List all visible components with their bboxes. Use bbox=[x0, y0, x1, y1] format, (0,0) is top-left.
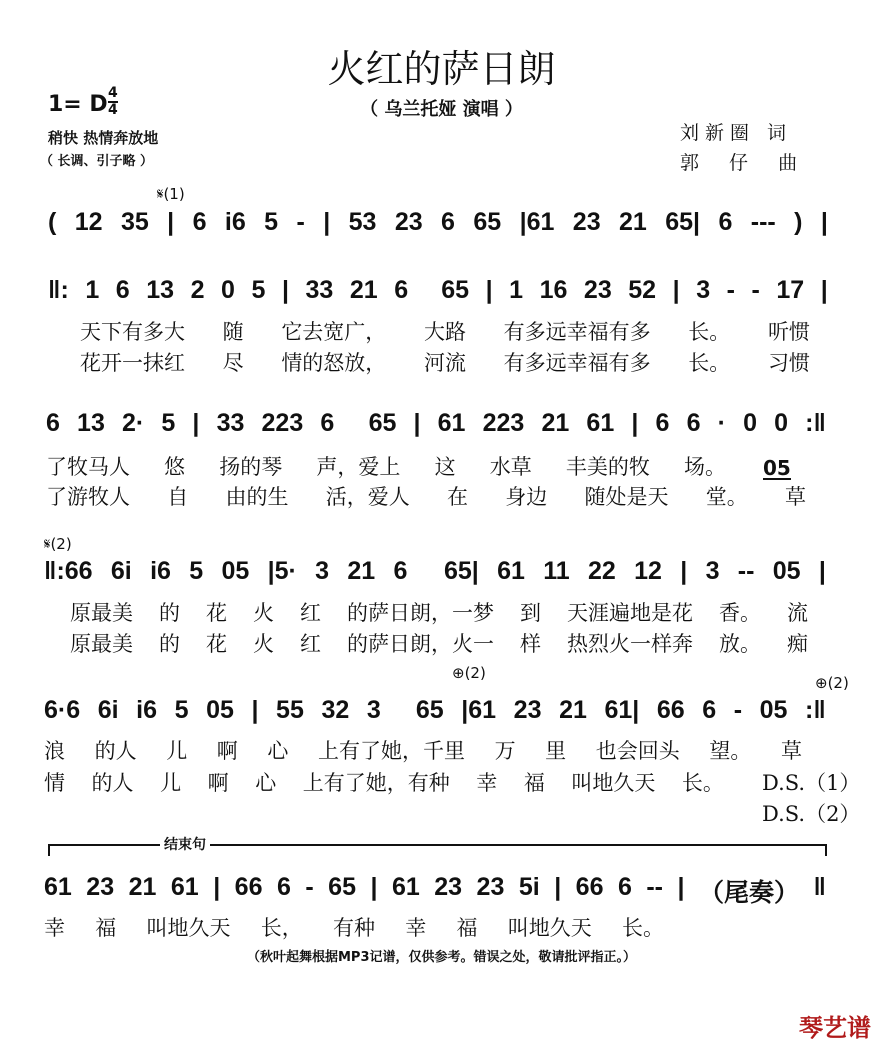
note-token: 66 bbox=[656, 696, 685, 724]
lyric-segment: 里 bbox=[545, 739, 567, 763]
lyrics-row-4-verse-1 bbox=[70, 597, 808, 627]
lyrics-row-4-verse-2 bbox=[70, 628, 808, 658]
lyric-segment: 随 bbox=[222, 320, 244, 344]
note-token: | bbox=[323, 208, 331, 236]
lyric-segment: 了游牧人 bbox=[46, 485, 130, 509]
lyric-segment: 天下有多大 bbox=[80, 320, 185, 344]
note-token: ‖: bbox=[48, 276, 69, 304]
lyric-segment: 河流 bbox=[423, 351, 466, 375]
note-token: 61 bbox=[586, 409, 615, 437]
note-token: i6 bbox=[224, 208, 246, 236]
note-token: | bbox=[677, 873, 685, 901]
lyric-segment: 啊 bbox=[207, 771, 229, 795]
note-token: 6 bbox=[115, 276, 130, 304]
note-token: | bbox=[672, 276, 680, 304]
note-token: 32 bbox=[321, 696, 350, 724]
note-token: 23 bbox=[583, 276, 612, 304]
note-token: i6 bbox=[136, 696, 158, 724]
note-token: |61 bbox=[461, 696, 497, 724]
lyric-segment: 的 bbox=[159, 632, 180, 656]
note-token: 61 bbox=[170, 873, 199, 901]
lyric-segment: 的萨日朗，一梦 bbox=[347, 601, 494, 625]
segno-2: 𝄋(2) bbox=[44, 535, 72, 553]
lyric-segment: 随处是天 bbox=[584, 485, 669, 509]
lyric-segment: 的人 bbox=[94, 739, 137, 763]
note-token: 12 bbox=[74, 208, 103, 236]
note-token: 21 bbox=[128, 873, 157, 901]
lyric-segment: 这 bbox=[434, 455, 456, 479]
lyric-segment: 花 bbox=[206, 632, 227, 656]
note-token: | bbox=[413, 409, 421, 437]
tempo-marking: 稍快 热情奔放地 bbox=[48, 129, 159, 147]
note-token: 22 bbox=[588, 557, 616, 585]
lyric-segment: 它去宽广， bbox=[281, 320, 387, 344]
lyric-segment: 放。 bbox=[719, 632, 761, 656]
lyric-segment: 场。 bbox=[683, 455, 726, 479]
note-token: 1 bbox=[85, 276, 100, 304]
lyrics-row-5-verse-2 bbox=[44, 767, 724, 797]
note-token: 0 bbox=[774, 409, 789, 437]
note-token: - bbox=[726, 276, 735, 304]
note-token: i6 bbox=[150, 557, 171, 585]
song-title: 火红的萨日朗 bbox=[327, 47, 556, 91]
lyrics-row-6 bbox=[44, 912, 664, 942]
lyric-segment: 儿 bbox=[166, 739, 188, 763]
note-token: 61 bbox=[391, 873, 420, 901]
lyric-segment: 到 bbox=[520, 601, 541, 625]
note-token: 33 bbox=[216, 409, 245, 437]
note-token: 21 bbox=[347, 557, 376, 585]
lyric-segment: 热烈火一样奔 bbox=[567, 632, 693, 656]
lyric-segment: 习惯 bbox=[767, 351, 810, 375]
note-token: 33 bbox=[305, 276, 334, 304]
lyric-segment: 啊 bbox=[216, 739, 238, 763]
note-token: 23 bbox=[394, 208, 423, 236]
lyric-segment: 情的怒放， bbox=[281, 351, 387, 375]
note-token: 16 bbox=[539, 276, 568, 304]
note-token: 23 bbox=[513, 696, 542, 724]
singer-credit: （ 乌兰托娅 演唱 ） bbox=[360, 99, 523, 120]
lyrics-row-2-verse-1 bbox=[80, 316, 810, 346]
lyric-segment: 火 bbox=[253, 601, 274, 625]
note-token: 21 bbox=[349, 276, 378, 304]
note-token: 6 bbox=[617, 873, 632, 901]
lyric-segment: 有种 bbox=[333, 916, 375, 940]
note-token: 3 bbox=[705, 557, 720, 585]
lyric-segment: 长。 bbox=[688, 351, 731, 375]
note-token: 6 bbox=[46, 409, 60, 437]
lyric-segment: 的萨日朗，火一 bbox=[347, 632, 494, 656]
lyric-segment: 草 bbox=[785, 485, 806, 509]
note-token: 05 bbox=[206, 696, 234, 724]
note-token: 23 bbox=[86, 873, 115, 901]
note-token: 223 bbox=[261, 409, 304, 437]
note-token: 11 bbox=[543, 557, 570, 585]
lyrics-row-2-verse-2 bbox=[80, 347, 810, 377]
note-token: -- bbox=[737, 557, 755, 585]
notation-row-3 bbox=[46, 409, 826, 438]
note-token: 2· bbox=[122, 409, 145, 437]
lyricist: 刘新圈 词 bbox=[680, 122, 793, 144]
note-token: | bbox=[281, 276, 289, 304]
note-token: :‖ bbox=[805, 409, 826, 437]
lyric-segment: 流 bbox=[787, 601, 808, 625]
lyric-segment: 的 bbox=[159, 601, 180, 625]
lyric-segment: 幸 bbox=[405, 916, 427, 940]
note-token: 1 bbox=[509, 276, 524, 304]
note-token: 21 bbox=[619, 208, 647, 236]
note-token: | bbox=[554, 873, 562, 901]
note-token: ‖ bbox=[813, 873, 826, 901]
note-token: 66 bbox=[234, 873, 263, 901]
lyric-segment: 草 bbox=[780, 739, 802, 763]
note-token: 13 bbox=[77, 409, 105, 437]
note-token: 65 bbox=[415, 696, 444, 724]
note-token: 6 bbox=[192, 208, 207, 236]
note-token: 5i bbox=[518, 873, 540, 901]
note-token: - bbox=[733, 696, 743, 724]
lyric-segment: 叫地久天 bbox=[507, 916, 592, 940]
note-token: 13 bbox=[146, 276, 175, 304]
note-token: 23 bbox=[434, 873, 463, 901]
note-token: 55 bbox=[276, 696, 304, 724]
note-token: 65 bbox=[441, 276, 470, 304]
note-token: |61 bbox=[519, 208, 555, 236]
note-token: --- bbox=[750, 208, 776, 236]
note-token: 5 bbox=[264, 208, 279, 236]
lyrics-row-3-verse-2 bbox=[46, 481, 806, 511]
lyric-segment: 香。 bbox=[719, 601, 761, 625]
note-token: 5 bbox=[174, 696, 189, 724]
lyric-segment: 声，爱上 bbox=[316, 455, 401, 479]
note-token: 0 bbox=[743, 409, 757, 437]
note-token: 6 bbox=[441, 208, 455, 236]
lyric-segment: 幸 bbox=[44, 916, 65, 940]
note-token: 6 bbox=[394, 276, 409, 304]
lyric-segment: 红 bbox=[300, 601, 321, 625]
lyric-segment: 痴 bbox=[787, 632, 808, 656]
note-token: | bbox=[251, 696, 259, 724]
note-token: 21 bbox=[541, 409, 570, 437]
note-token: | bbox=[213, 873, 221, 901]
note-token: | bbox=[818, 557, 826, 585]
time-sig-top: 4 bbox=[108, 85, 118, 101]
note-token: 05 bbox=[759, 696, 788, 724]
note-token: · bbox=[717, 409, 726, 437]
lyric-segment: 情 bbox=[44, 771, 65, 795]
composer: 郭 仔 曲 bbox=[680, 152, 810, 174]
lyric-segment: 在 bbox=[447, 485, 468, 509]
note-token: | bbox=[192, 409, 200, 437]
notation-row-5 bbox=[44, 696, 826, 725]
note-token: 61| bbox=[604, 696, 640, 724]
lyric-segment: 心 bbox=[255, 771, 277, 795]
lyric-segment: 丰美的牧 bbox=[565, 455, 650, 479]
lyric-segment: 大路 bbox=[423, 320, 466, 344]
lyric-segment: 的人 bbox=[91, 771, 134, 795]
note-token: 66 bbox=[575, 873, 604, 901]
note-token: | bbox=[370, 873, 378, 901]
lyric-segment: 叫地久天 bbox=[146, 916, 231, 940]
lyric-segment: 花开一抹红 bbox=[80, 351, 185, 375]
note-token: 6·6 bbox=[44, 696, 81, 724]
note-token: | bbox=[167, 208, 175, 236]
note-token: - bbox=[751, 276, 760, 304]
lyric-segment: 堂。 bbox=[705, 485, 748, 509]
note-token: 3 bbox=[315, 557, 330, 585]
note-token: 0 bbox=[221, 276, 235, 304]
lyrics-row-3-verse-1 bbox=[46, 451, 726, 481]
lyric-segment: 浪 bbox=[44, 739, 65, 763]
note-token: 61 bbox=[44, 873, 72, 901]
note-token: 6 bbox=[718, 208, 733, 236]
note-token: 65 bbox=[328, 873, 356, 901]
ending-label: 结束句 bbox=[160, 834, 210, 854]
note-token: 35 bbox=[120, 208, 149, 236]
lyric-segment: 长， bbox=[260, 916, 303, 940]
note-token: 5 bbox=[189, 557, 204, 585]
notation-row-6 bbox=[44, 873, 826, 909]
note-token: 6 bbox=[655, 409, 670, 437]
note-token: 65 bbox=[473, 208, 502, 236]
lyric-segment: 叫地久天 bbox=[571, 771, 656, 795]
note-token: ) bbox=[794, 208, 803, 236]
lyric-segment: 了牧马人 bbox=[46, 455, 130, 479]
lyric-segment: 幸 bbox=[476, 771, 498, 795]
note-token: 05 bbox=[772, 557, 801, 585]
intro-note: （ 长调、引子略 ） bbox=[40, 154, 154, 169]
note-token: 05 bbox=[221, 557, 250, 585]
lyric-segment: 原最美 bbox=[70, 601, 133, 625]
ds-2-instruction: D.S.（2） bbox=[762, 802, 861, 826]
lyric-segment: 原最美 bbox=[70, 632, 133, 656]
lyric-segment: 活，爱人 bbox=[325, 485, 410, 509]
lyric-segment: 由的生 bbox=[225, 485, 289, 509]
note-token: 23 bbox=[572, 208, 601, 236]
time-signature bbox=[108, 86, 118, 118]
lyric-segment: 有多远幸福有多 bbox=[503, 351, 651, 375]
pickup-notes: 05 bbox=[763, 456, 791, 480]
note-token: |5· bbox=[267, 557, 297, 585]
coda-sign-1: ⊕(2) bbox=[452, 664, 486, 682]
notation-row-1 bbox=[48, 208, 828, 237]
lyric-segment: 天涯遍地是花 bbox=[567, 601, 693, 625]
note-token: 6i bbox=[97, 696, 119, 724]
note-token: 53 bbox=[348, 208, 377, 236]
lyric-segment: 扬的琴 bbox=[219, 455, 283, 479]
note-token: 6 bbox=[276, 873, 291, 901]
lyric-segment: 水草 bbox=[489, 455, 532, 479]
lyric-segment: 儿 bbox=[160, 771, 182, 795]
note-token: 61 bbox=[437, 409, 466, 437]
note-token: 17 bbox=[776, 276, 805, 304]
note-token: 65| bbox=[444, 557, 479, 585]
note-token: 61 bbox=[497, 557, 525, 585]
key-signature: 1= D bbox=[48, 92, 108, 117]
lyrics-row-5-verse-1 bbox=[44, 735, 802, 765]
note-token: - bbox=[296, 208, 305, 236]
note-token: | bbox=[820, 208, 828, 236]
lyric-segment: 福 bbox=[456, 916, 478, 940]
lyric-segment: 长。 bbox=[688, 320, 731, 344]
note-token: -- bbox=[646, 873, 664, 901]
segno-1: 𝄋(1) bbox=[157, 185, 185, 203]
note-token: 3 bbox=[696, 276, 711, 304]
lyric-segment: 福 bbox=[523, 771, 545, 795]
note-token: | bbox=[680, 557, 688, 585]
ds-1-instruction: D.S.（1） bbox=[762, 771, 861, 795]
note-token: 6 bbox=[320, 409, 335, 437]
note-token: 6i bbox=[110, 557, 132, 585]
note-token: 5 bbox=[161, 409, 176, 437]
note-token: 12 bbox=[634, 557, 662, 585]
lyric-segment: 火 bbox=[253, 632, 274, 656]
note-token: （尾奏） bbox=[698, 879, 799, 907]
lyric-segment: 花 bbox=[206, 601, 227, 625]
lyric-segment: 尽 bbox=[222, 351, 244, 375]
lyric-segment: 有多远幸福有多 bbox=[503, 320, 651, 344]
time-sig-bottom: 4 bbox=[108, 102, 118, 118]
notation-row-4 bbox=[44, 557, 826, 586]
lyric-segment: 万 bbox=[494, 739, 516, 763]
coda-sign-2: ⊕(2) bbox=[815, 674, 849, 692]
lyric-segment: 样 bbox=[520, 632, 541, 656]
note-token: 6 bbox=[686, 409, 701, 437]
lyric-segment: 身边 bbox=[505, 485, 548, 509]
note-token: 6 bbox=[393, 557, 408, 585]
note-token: 6 bbox=[702, 696, 717, 724]
note-token: 65| bbox=[665, 208, 701, 236]
note-token: 65 bbox=[368, 409, 397, 437]
lyric-segment: 长。 bbox=[622, 916, 664, 940]
lyric-segment: 上有了她，有种 bbox=[302, 771, 450, 795]
lyric-segment: 福 bbox=[95, 916, 117, 940]
note-token: 223 bbox=[482, 409, 525, 437]
lyric-segment: 心 bbox=[267, 739, 289, 763]
transcriber-note: （秋叶起舞根据MP3记谱，仅供参考。错误之处，敬请批评指正。） bbox=[246, 950, 636, 965]
lyric-segment: 长。 bbox=[681, 771, 724, 795]
site-logo: 琴艺谱 bbox=[799, 1014, 871, 1042]
note-token: 3 bbox=[366, 696, 381, 724]
note-token: | bbox=[631, 409, 639, 437]
note-token: ( bbox=[48, 208, 57, 236]
note-token: :‖ bbox=[805, 696, 826, 724]
lyric-segment: 上有了她，千里 bbox=[317, 739, 465, 763]
notation-row-2 bbox=[48, 276, 828, 305]
note-token: ‖:66 bbox=[44, 557, 93, 585]
note-token: 21 bbox=[559, 696, 587, 724]
lyric-segment: 也会回头 bbox=[595, 739, 680, 763]
lyric-segment: 红 bbox=[300, 632, 321, 656]
lyric-segment: 望。 bbox=[709, 739, 752, 763]
lyric-segment: 悠 bbox=[164, 455, 186, 479]
note-token: | bbox=[820, 276, 828, 304]
lyric-segment: 自 bbox=[167, 485, 189, 509]
note-token: - bbox=[305, 873, 314, 901]
note-token: | bbox=[485, 276, 493, 304]
note-token: 52 bbox=[628, 276, 657, 304]
note-token: 2 bbox=[190, 276, 205, 304]
note-token: 23 bbox=[476, 873, 505, 901]
note-token: 5 bbox=[251, 276, 266, 304]
lyric-segment: 听惯 bbox=[767, 320, 810, 344]
